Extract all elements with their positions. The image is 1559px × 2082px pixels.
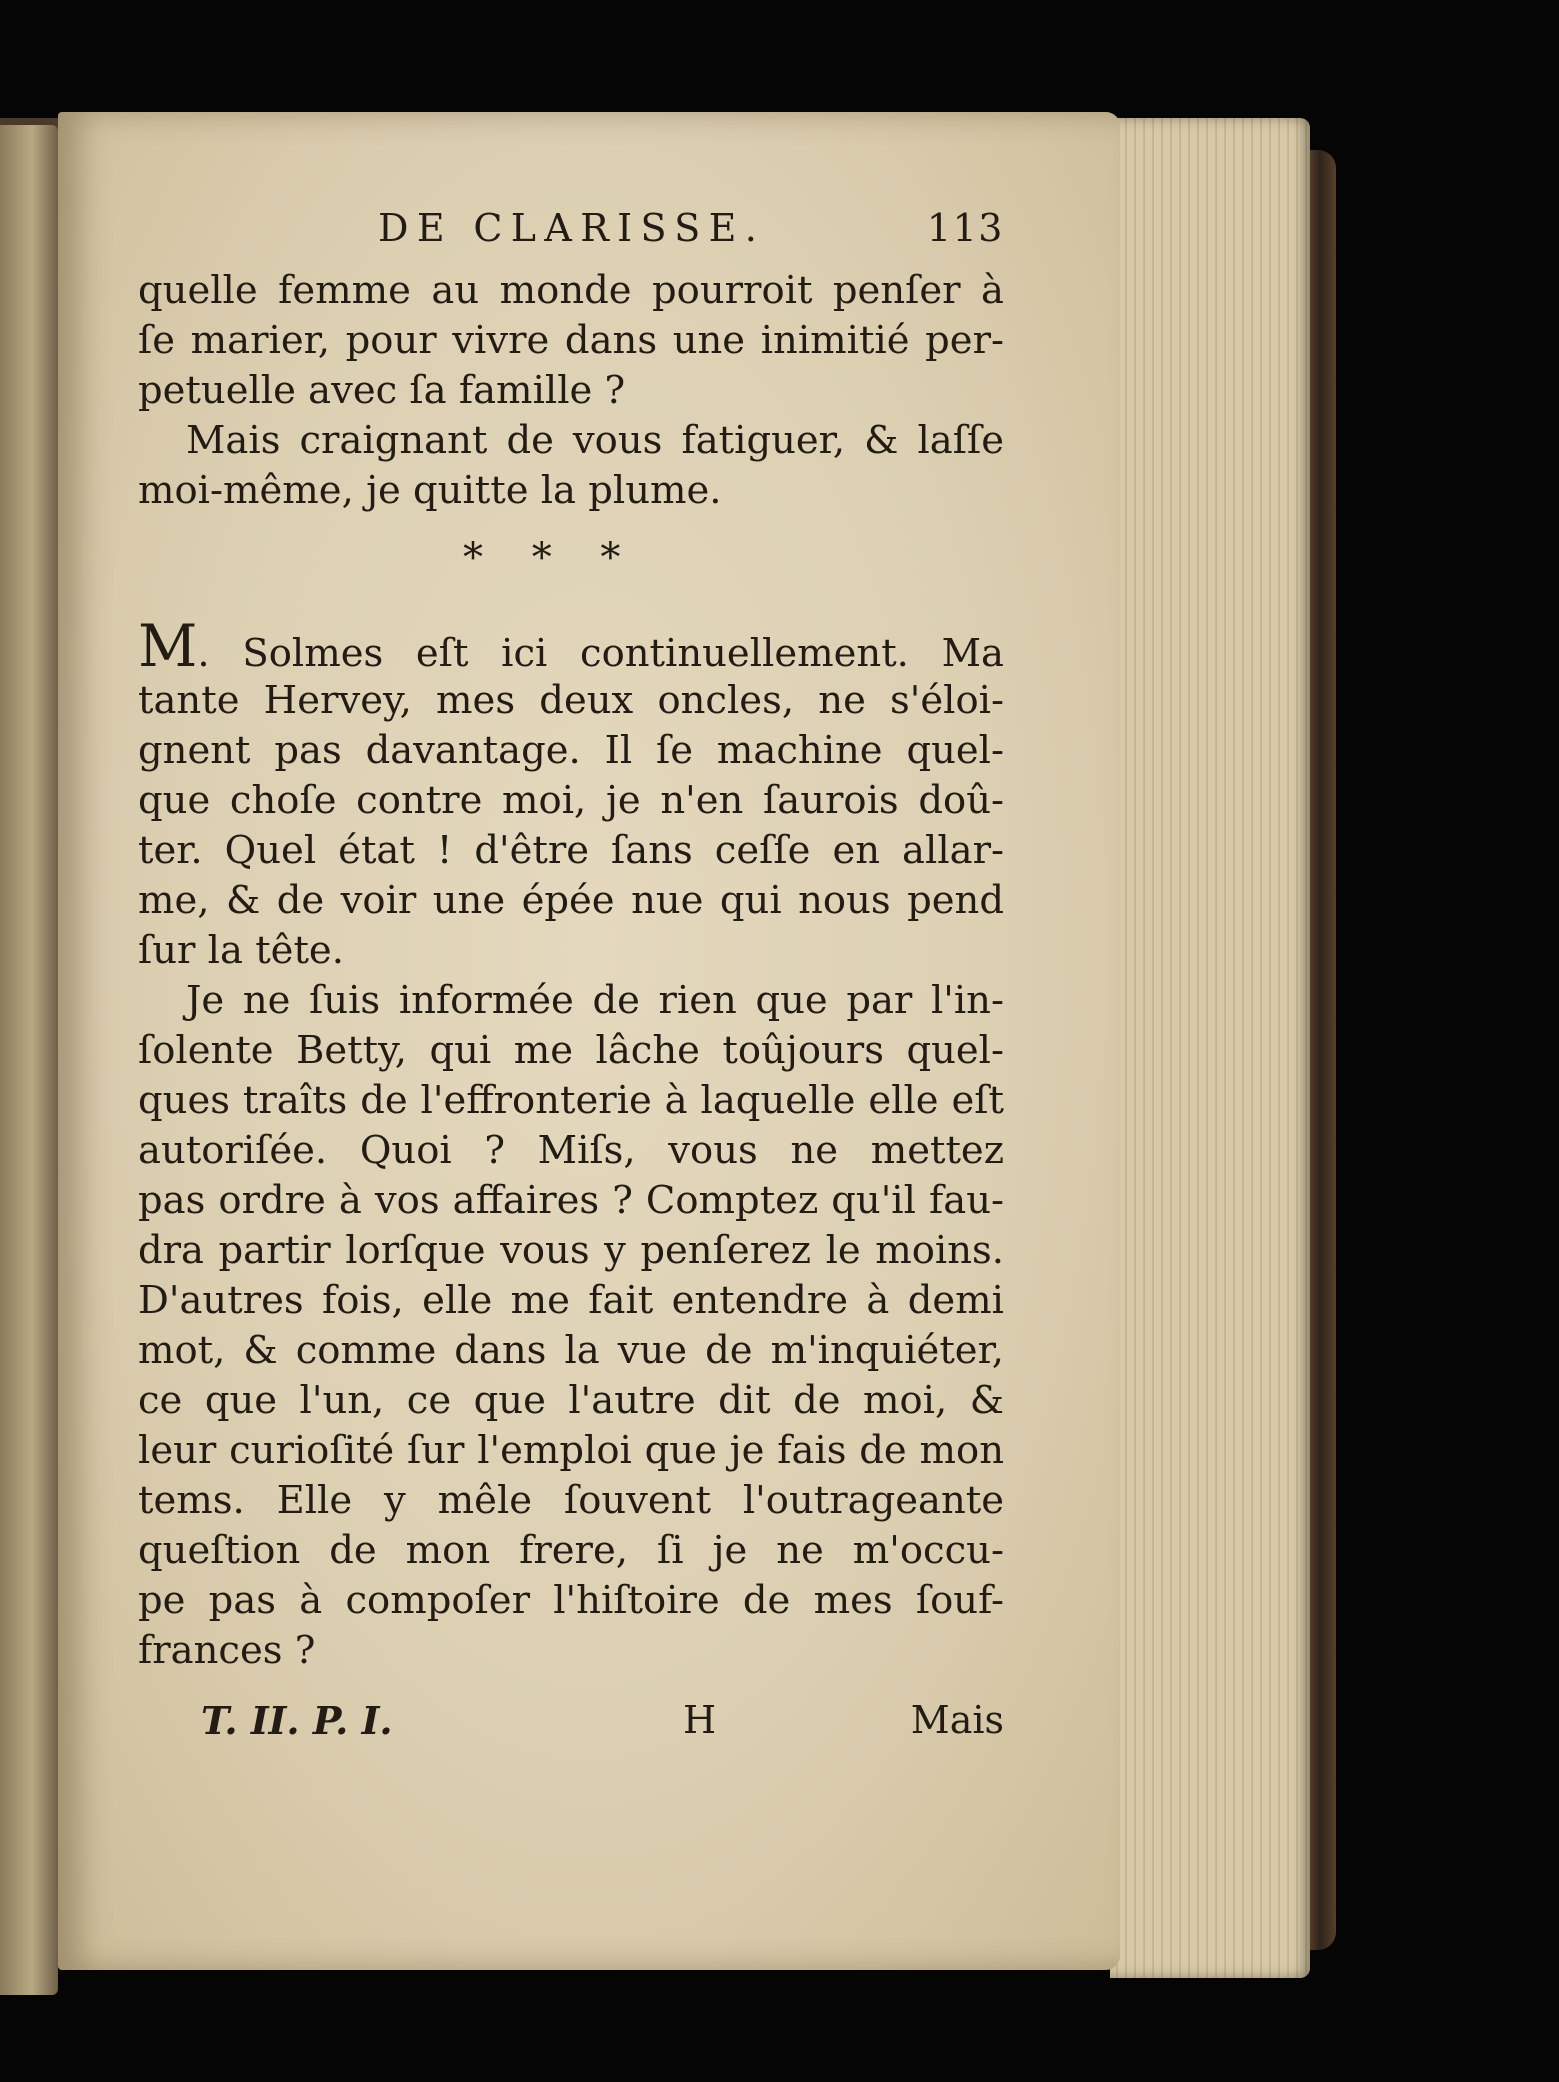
text-line: dra partir lorſque vous y penſerez le moins. (138, 1228, 1004, 1273)
text-line: me, & de voir une épée nue qui nous pend (138, 878, 1004, 923)
text-line: gnent pas davantage. Il ſe machine quel- (138, 728, 1004, 773)
text-line: tems. Elle y mêle ſouvent l'outrageante (138, 1478, 1004, 1523)
section-separator: * * * (463, 535, 621, 581)
text-line: Mais craignant de vous fatiguer, & laſſe (186, 418, 1004, 463)
previous-page-edge (0, 125, 58, 1995)
initial-letter: M (138, 612, 198, 680)
section-first-line (138, 612, 1004, 680)
text-line: Je ne ſuis informée de rien que par l'in- (186, 978, 1004, 1023)
text-line: que choſe contre moi, je n'en ſaurois doû- (138, 778, 1004, 823)
text-line: leur curioſité ſur l'emploi que je fais de mon (138, 1428, 1004, 1473)
spacer (138, 600, 1004, 626)
text-line: D'autres fois, elle me fait entendre à demi (138, 1278, 1004, 1323)
first-line-text: . Solmes eſt ici continuellement. Ma (197, 631, 1004, 676)
text-line: quelle femme au monde pourroit penſer à (138, 268, 1004, 313)
text-line: pe pas à compoſer l'hiſtoire de mes ſouf- (138, 1578, 1004, 1623)
page-header (138, 206, 1004, 266)
signature-letter: H (683, 1698, 717, 1742)
text-line: queſtion de mon frere, ſi je ne m'occu- (138, 1528, 1004, 1573)
page-footer (138, 1698, 1004, 1758)
text-line: petuelle avec ſa famille ? (138, 368, 626, 413)
text-line: autoriſée. Quoi ? Miſs, vous ne mettez (138, 1128, 1004, 1173)
text-line: ſolente Betty, qui me lâche toûjours quel- (138, 1028, 1004, 1073)
text-line: ter. Quel état ! d'être ſans ceſſe en allar- (138, 828, 1004, 873)
text-line: ques traîts de l'effronterie à laquelle elle eſt (138, 1078, 1004, 1123)
text-block (138, 206, 1004, 1758)
text-line: ce que l'un, ce que l'autre dit de moi, & (138, 1378, 1004, 1423)
page-number: 113 (926, 206, 1004, 250)
book-page (58, 112, 1120, 1970)
text-line: ſur la tête. (138, 928, 344, 973)
text-line: tante Hervey, mes deux oncles, ne s'éloi- (138, 678, 1004, 723)
page-block-edges (1110, 118, 1310, 1978)
text-line: moi-même, je quitte la plume. (138, 468, 722, 513)
volume-signature: T. II. P. I. (201, 1698, 393, 1743)
text-line: pas ordre à vos affaires ? Comptez qu'il fau- (138, 1178, 1004, 1223)
catchword: Mais (910, 1698, 1004, 1742)
text-line: ſe marier, pour vivre dans une inimitié per- (138, 318, 1004, 363)
text-line: frances ? (138, 1628, 316, 1673)
text-line: mot, & comme dans la vue de m'inquiéter, (138, 1328, 1004, 1373)
running-title: DE CLARISSE. (378, 206, 766, 250)
